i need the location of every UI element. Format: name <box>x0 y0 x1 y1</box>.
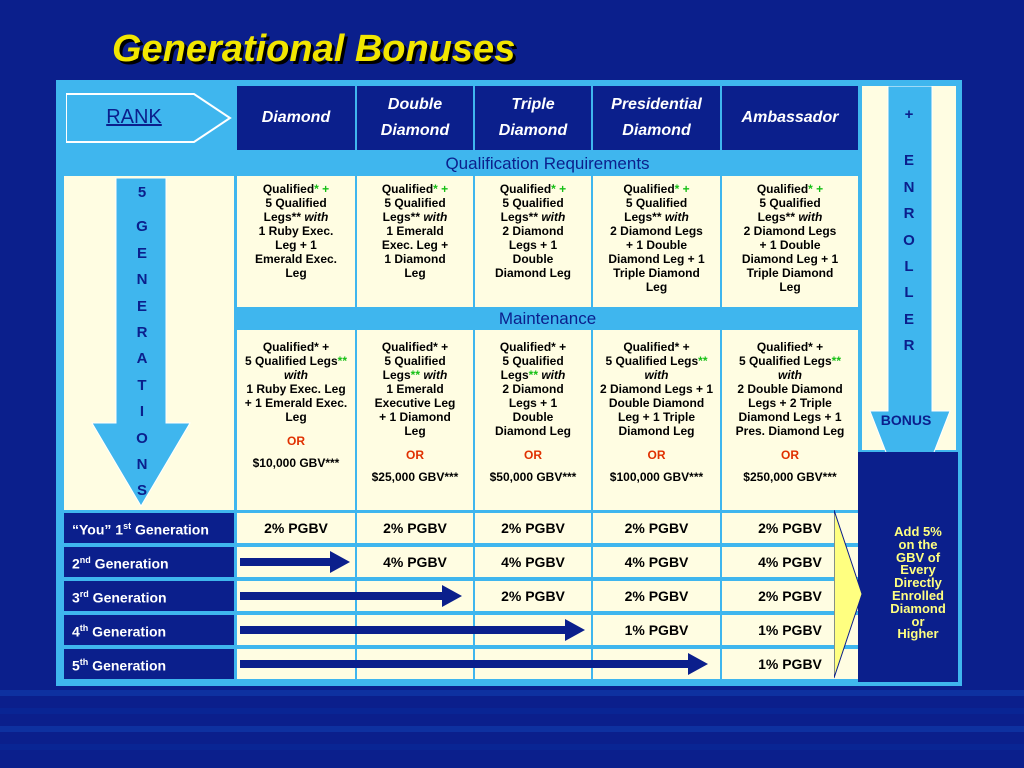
maintenance-line <box>475 368 591 382</box>
line-part: 5 Qualified Legs <box>605 354 699 368</box>
vertical-letter: O <box>136 429 148 447</box>
line-part: Qualified <box>756 182 809 196</box>
generation-arrow <box>240 584 466 608</box>
maintenance-line: Qualified* + <box>623 340 690 354</box>
line-part: 5 Qualified Legs <box>244 354 338 368</box>
maintenance-line: 1 Ruby Exec. Leg <box>246 382 346 396</box>
maintenance-line: Leg + 1 Triple <box>617 410 696 424</box>
maintenance-line: Double Diamond <box>608 396 705 410</box>
qualification-line: 2 Diamond Legs <box>743 224 837 238</box>
vertical-letter: E <box>903 152 914 170</box>
maintenance-line: Leg <box>285 410 307 424</box>
qualification-title: Qualification Requirements <box>445 154 650 173</box>
enroller-label <box>894 102 924 360</box>
qualification-line: Leg <box>404 266 426 280</box>
qualification-line: 1 Ruby Exec. <box>258 224 334 238</box>
maintenance-line <box>722 368 858 382</box>
qualification-line: Leg + 1 <box>275 238 317 252</box>
vertical-letter: E <box>136 244 147 262</box>
bonus-line: Higher <box>897 626 939 642</box>
qualification-line <box>475 210 591 224</box>
qualification-line <box>722 210 858 224</box>
generation-arrow <box>240 618 589 642</box>
qualification-line: 5 Qualified <box>384 196 446 210</box>
line-part: 5 Qualified Legs <box>738 354 832 368</box>
qualification-line: Leg <box>645 280 668 294</box>
qualification-line: 5 Qualified <box>502 196 564 210</box>
qualification-cell <box>593 176 720 307</box>
line-part: with <box>304 210 329 224</box>
five-generations-label <box>127 180 157 505</box>
generation-text: “You” 1 <box>72 521 124 538</box>
rank-name: Triple <box>511 96 555 113</box>
vertical-letter: E <box>136 297 147 315</box>
generation-label <box>64 513 234 543</box>
pgbv-cell: 1% PGBV <box>722 615 858 645</box>
rank-label: RANK <box>106 106 162 128</box>
maintenance-line: 5 Qualified <box>384 354 446 368</box>
stripe <box>0 744 1024 750</box>
maintenance-line: 5 Qualified <box>502 354 564 368</box>
bonus-line: Directly <box>894 575 942 591</box>
line-part: Legs** <box>500 210 542 224</box>
bonus-line: Add 5% <box>894 524 942 539</box>
pgbv-cell: 2% PGBV <box>475 581 591 611</box>
background-stripes <box>0 690 1024 768</box>
maintenance-cell <box>237 330 355 510</box>
vertical-letter: G <box>136 218 148 236</box>
rank-header <box>237 86 355 150</box>
line-part: * + <box>808 182 824 196</box>
vertical-letter: L <box>904 258 914 276</box>
maintenance-line: Legs + 1 <box>508 396 558 410</box>
maintenance-cell <box>722 330 858 510</box>
rank-name: Ambassador <box>741 109 839 126</box>
pgbv-cell: 2% PGBV <box>475 513 591 543</box>
line-part: Legs <box>382 368 411 382</box>
pgbv-cell: 4% PGBV <box>475 547 591 577</box>
generation-text: 2 <box>72 555 80 572</box>
line-part: Legs** <box>263 210 305 224</box>
rank-name: Diamond <box>380 122 450 139</box>
maintenance-line: Diamond Leg <box>494 424 571 438</box>
vertical-letter: R <box>903 337 915 355</box>
maintenance-line: 2 Diamond <box>502 382 564 396</box>
qualification-line <box>237 210 355 224</box>
generation-ordinal: st <box>123 521 132 531</box>
maintenance-line: Qualified* + <box>499 340 567 354</box>
or-label: OR <box>781 448 799 462</box>
stripe <box>0 708 1024 714</box>
maintenance-cell <box>593 330 720 510</box>
qualification-cell <box>475 176 591 307</box>
generation-arrow <box>240 652 712 676</box>
generation-label <box>64 547 234 577</box>
line-part: with <box>423 210 448 224</box>
gbv-requirement: $250,000 GBV*** <box>743 470 837 484</box>
line-part: with <box>664 210 689 224</box>
pgbv-cell: 4% PGBV <box>357 547 473 577</box>
vertical-letter: A <box>136 350 148 368</box>
bonus-line: Every <box>900 562 936 578</box>
maintenance-line: Executive Leg <box>374 396 456 410</box>
maintenance-line: 2 Diamond Legs + 1 <box>599 382 714 396</box>
line-part: * + <box>674 182 690 196</box>
stripe <box>0 690 1024 696</box>
qualification-cell <box>357 176 473 307</box>
bonus-line: or <box>911 613 925 629</box>
qualification-line <box>593 210 720 224</box>
line-part: ** <box>410 368 421 382</box>
maintenance-line: 2 Double Diamond <box>737 382 843 396</box>
pgbv-cell: 2% PGBV <box>722 581 858 611</box>
qualification-line: Legs + 1 <box>508 238 558 252</box>
rank-header <box>475 86 591 150</box>
qualification-line: 1 Diamond <box>384 252 446 266</box>
or-label: OR <box>406 448 424 462</box>
line-part: Legs** <box>757 210 799 224</box>
line-part: * + <box>551 182 567 196</box>
qualification-line: 5 Qualified <box>625 196 688 210</box>
rank-header <box>593 86 720 150</box>
bonus-line: Enrolled <box>891 587 944 603</box>
vertical-letter: O <box>903 231 915 249</box>
line-part: with <box>541 210 566 224</box>
qualification-line <box>593 182 720 196</box>
gbv-requirement: $100,000 GBV*** <box>609 470 704 484</box>
pgbv-cell: 2% PGBV <box>593 513 720 543</box>
maintenance-line <box>237 354 355 368</box>
vertical-letter: 5 <box>137 184 147 201</box>
line-part: with <box>284 368 308 382</box>
line-part: with <box>778 368 802 382</box>
maintenance-line: Double <box>512 410 554 424</box>
qualification-line: 5 Qualified <box>265 196 327 210</box>
vertical-letter: S <box>136 482 147 500</box>
maintenance-line: + 1 Diamond <box>379 410 451 424</box>
maintenance-line <box>593 368 720 382</box>
pgbv-cell: 2% PGBV <box>237 513 355 543</box>
generation-text: Generation <box>88 589 167 606</box>
qualification-line: 2 Diamond <box>502 224 564 238</box>
line-part: Qualified <box>623 182 675 196</box>
vertical-letter: N <box>136 271 148 289</box>
rank-name: Diamond <box>498 122 568 139</box>
generation-arrow <box>240 550 354 574</box>
qualification-line: Triple Diamond <box>613 266 700 280</box>
rank-name: Diamond <box>261 109 331 126</box>
gbv-requirement: $25,000 GBV*** <box>371 470 459 484</box>
line-part: Legs** <box>382 210 424 224</box>
generation-label <box>64 615 234 645</box>
vertical-letter: + <box>904 106 914 123</box>
rank-header <box>357 86 473 150</box>
qualification-line: 2 Diamond Legs <box>610 224 703 238</box>
qualification-cell <box>722 176 858 307</box>
qualification-line: + 1 Double <box>625 238 687 252</box>
vertical-letter: T <box>137 376 147 394</box>
vertical-letter: L <box>904 284 914 302</box>
qualification-line: Leg <box>779 280 801 294</box>
qualification-line <box>357 210 473 224</box>
qualification-line: Emerald Exec. <box>254 252 338 266</box>
pgbv-cell: 2% PGBV <box>357 513 473 543</box>
generation-text: Generation <box>90 555 169 572</box>
vertical-letter: R <box>136 324 148 342</box>
page-title: Generational Bonuses <box>112 28 516 70</box>
line-part: with <box>644 368 669 382</box>
rank-name: Diamond <box>622 122 691 139</box>
pgbv-cell: 1% PGBV <box>722 649 858 679</box>
maintenance-title: Maintenance <box>498 309 597 328</box>
maintenance-line: Qualified* + <box>381 340 449 354</box>
maintenance-line: Leg <box>404 424 426 438</box>
qualification-line: Double <box>512 252 554 266</box>
generation-text: 3 <box>72 589 80 606</box>
generation-text: 5 <box>72 657 80 674</box>
line-part: Legs** <box>624 210 665 224</box>
generation-label <box>64 581 234 611</box>
pgbv-cell: 2% PGBV <box>722 513 858 543</box>
generation-label <box>64 649 234 679</box>
or-label: OR <box>647 448 666 462</box>
or-label: OR <box>287 434 305 448</box>
rank-name: Double <box>387 96 443 113</box>
line-part: with <box>420 368 448 382</box>
maintenance-line: Diamond Leg <box>618 424 695 438</box>
maintenance-cell <box>475 330 591 510</box>
line-part: Qualified <box>262 182 315 196</box>
vertical-letter: E <box>903 310 914 328</box>
qualification-line <box>475 182 591 196</box>
line-part: with <box>538 368 566 382</box>
qualification-line <box>722 182 858 196</box>
qualification-line: Diamond Leg + 1 <box>741 252 839 266</box>
maintenance-cell <box>357 330 473 510</box>
maintenance-line: Pres. Diamond Leg <box>735 424 845 438</box>
pgbv-cell: 4% PGBV <box>593 547 720 577</box>
bonus-chevron <box>834 510 864 680</box>
qualification-line: Leg <box>285 266 307 280</box>
generation-text: Generation <box>131 521 209 538</box>
generation-text: Generation <box>88 623 167 640</box>
qualification-line <box>357 182 473 196</box>
line-part: ** <box>337 354 348 368</box>
line-part: * + <box>433 182 449 196</box>
maintenance-line <box>237 368 355 382</box>
generation-ordinal: th <box>79 623 89 633</box>
vertical-letter: N <box>136 456 148 474</box>
or-label: OR <box>524 448 542 462</box>
generation-ordinal: th <box>79 657 89 667</box>
maintenance-line: Diamond Legs + 1 <box>738 410 842 424</box>
line-part: ** <box>698 354 708 368</box>
maintenance-line: Qualified* + <box>262 340 330 354</box>
rank-header <box>722 86 858 150</box>
vertical-letter: N <box>903 178 915 196</box>
qualification-line: Exec. Leg + <box>381 238 449 252</box>
maintenance-line <box>593 354 720 368</box>
maintenance-line <box>357 368 473 382</box>
pgbv-cell: 2% PGBV <box>593 581 720 611</box>
bonus-description <box>868 526 968 641</box>
qualification-line: Diamond Leg <box>494 266 571 280</box>
qualification-line <box>237 182 355 196</box>
generation-text: Generation <box>88 657 167 674</box>
stripe <box>0 726 1024 732</box>
qualification-cell <box>237 176 355 307</box>
generation-text: 4 <box>72 623 80 640</box>
maintenance-line: + 1 Emerald Exec. <box>244 396 348 410</box>
qualification-line: 1 Emerald <box>386 224 444 238</box>
vertical-letter: I <box>139 403 145 421</box>
line-part: ** <box>831 354 842 368</box>
line-part: * + <box>314 182 330 196</box>
bonus-line: on the <box>898 536 938 552</box>
rank-name: Presidential <box>611 96 702 113</box>
line-part: Legs <box>500 368 529 382</box>
bonus-label: BONUS <box>880 412 932 428</box>
gbv-requirement: $10,000 GBV*** <box>252 456 340 470</box>
line-part: with <box>798 210 823 224</box>
qualification-line: + 1 Double <box>759 238 821 252</box>
maintenance-line: 1 Emerald <box>386 382 444 396</box>
line-part: Qualified <box>499 182 552 196</box>
qualification-line: Triple Diamond <box>746 266 834 280</box>
vertical-letter: R <box>903 205 915 223</box>
qualification-line: Diamond Leg + 1 <box>608 252 705 266</box>
line-part: ** <box>528 368 539 382</box>
maintenance-line: Qualified* + <box>756 340 824 354</box>
gbv-requirement: $50,000 GBV*** <box>489 470 577 484</box>
bonus-line: Diamond <box>890 600 946 616</box>
generation-ordinal: rd <box>79 589 89 599</box>
pgbv-cell: 4% PGBV <box>722 547 858 577</box>
bonus-line: GBV of <box>895 549 941 565</box>
maintenance-line <box>722 354 858 368</box>
pgbv-cell: 1% PGBV <box>593 615 720 645</box>
maintenance-line: Legs + 2 Triple <box>748 396 832 410</box>
qualification-line: 5 Qualified <box>759 196 821 210</box>
line-part: Qualified <box>381 182 434 196</box>
generation-ordinal: nd <box>79 555 91 565</box>
